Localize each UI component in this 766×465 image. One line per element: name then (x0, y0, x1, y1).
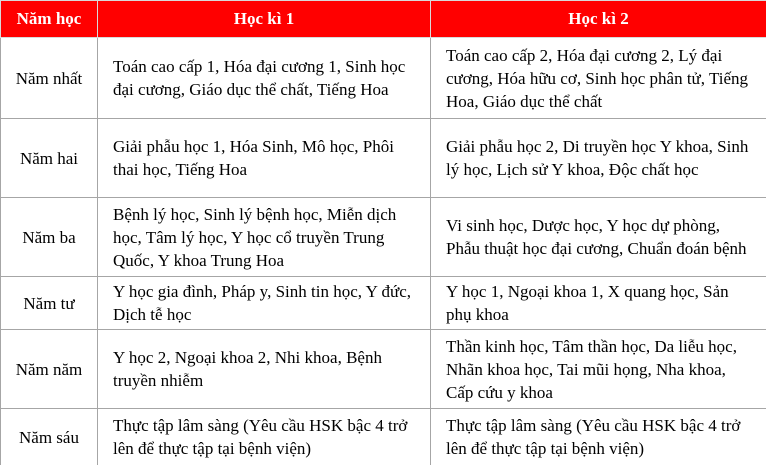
header-semester-1: Học kì 1 (98, 1, 431, 38)
table-body (1, 38, 766, 465)
semester-1-cell: Y học gia đình, Pháp y, Sinh tin học, Y đức, Dịch tễ học (98, 277, 431, 330)
header-row (1, 1, 766, 38)
year-cell: Năm tư (1, 277, 98, 330)
year-cell: Năm hai (1, 119, 98, 198)
header-semester-2: Học kì 2 (431, 1, 766, 38)
semester-2-cell: Giải phẫu học 2, Di truyền học Y khoa, Sinh lý học, Lịch sử Y khoa, Độc chất học (431, 119, 766, 198)
table-row (1, 409, 766, 465)
semester-2-cell: Y học 1, Ngoại khoa 1, X quang học, Sản phụ khoa (431, 277, 766, 330)
table-header (1, 1, 766, 38)
year-cell: Năm ba (1, 198, 98, 277)
semester-2-cell: Thực tập lâm sàng (Yêu cầu HSK bậc 4 trở lên để thực tập tại bệnh viện) (431, 409, 766, 465)
table-row (1, 38, 766, 119)
table-row (1, 277, 766, 330)
semester-2-cell: Thần kinh học, Tâm thần học, Da liễu học, Nhãn khoa học, Tai mũi họng, Nha khoa, Cấp cứu y khoa (431, 330, 766, 409)
table-row (1, 330, 766, 409)
year-cell: Năm nhất (1, 38, 98, 119)
semester-1-cell: Thực tập lâm sàng (Yêu cầu HSK bậc 4 trở lên để thực tập tại bệnh viện) (98, 409, 431, 465)
table-row (1, 119, 766, 198)
semester-1-cell: Bệnh lý học, Sinh lý bệnh học, Miễn dịch học, Tâm lý học, Y học cổ truyền Trung Quốc, Y khoa Trung Hoa (98, 198, 431, 277)
semester-1-cell: Y học 2, Ngoại khoa 2, Nhi khoa, Bệnh truyền nhiễm (98, 330, 431, 409)
semester-2-cell: Vi sinh học, Dược học, Y học dự phòng, Phẫu thuật học đại cương, Chuẩn đoán bệnh (431, 198, 766, 277)
semester-1-cell: Giải phẫu học 1, Hóa Sinh, Mô học, Phôi thai học, Tiếng Hoa (98, 119, 431, 198)
semester-1-cell: Toán cao cấp 1, Hóa đại cương 1, Sinh học đại cương, Giáo dục thể chất, Tiếng Hoa (98, 38, 431, 119)
year-cell: Năm sáu (1, 409, 98, 465)
header-year: Năm học (1, 1, 98, 38)
semester-2-cell: Toán cao cấp 2, Hóa đại cương 2, Lý đại cương, Hóa hữu cơ, Sinh học phân tử, Tiếng Hoa, Giáo dục thể chất (431, 38, 766, 119)
table-row (1, 198, 766, 277)
year-cell: Năm năm (1, 330, 98, 409)
